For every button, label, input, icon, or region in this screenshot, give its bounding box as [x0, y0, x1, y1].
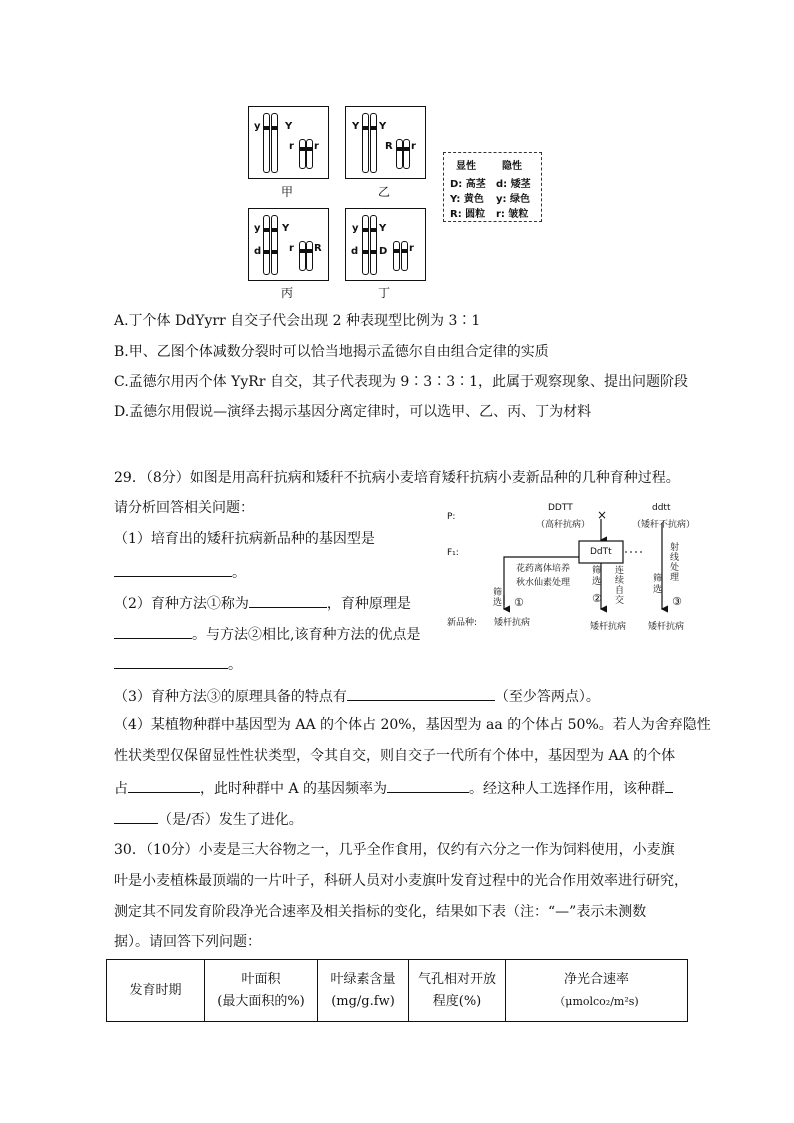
q29-part2-b: 。与方法②相比,该育种方法的优点是	[114, 623, 420, 645]
panel-caption: 乙	[378, 185, 391, 199]
answer-blank[interactable]	[387, 777, 469, 793]
panel-bing: y Y d r R	[248, 208, 329, 281]
table-header-cell: 发育时期	[107, 960, 205, 1022]
q29-part4-l2: 性状类型仅保留显性性状类型，令其自交，则自交子一代所有个体中，基因型为 AA 的个体	[114, 748, 676, 764]
table-header-row	[107, 960, 688, 1022]
panel-yi: Y Y R r	[345, 106, 426, 179]
answer-blank[interactable]	[114, 623, 192, 639]
q29-intro-2: 请分析回答相关问题：	[114, 500, 254, 516]
answer-blank[interactable]	[128, 777, 200, 793]
table-header-cell: 气孔相对开放 程度(%)	[409, 960, 506, 1022]
q29-part1: （1）培育出的矮秆抗病新品种的基因型是	[114, 531, 375, 547]
option-a: A.丁个体 DdYyrr 自交子代会出现 2 种表现型比例为 3∶1	[114, 313, 481, 329]
q29-part2-c: 。	[114, 653, 242, 675]
table-header-cell: 叶绿素含量 (mg/g.fw)	[318, 960, 409, 1022]
data-table	[106, 959, 688, 1022]
table-header-cell: 净光合速率 （μmolco₂/m²s)	[506, 960, 688, 1022]
answer-blank[interactable]	[249, 592, 327, 608]
q29-part1-answer: 。	[114, 561, 246, 583]
gene-legend: 显性 隐性 D: 高茎 d: 矮茎 Y: 黄色 y: 绿色 R: 圆粒 r: 皱粒	[443, 152, 542, 222]
panel-caption: 丙	[281, 286, 294, 300]
answer-blank[interactable]	[347, 685, 495, 701]
answer-blank[interactable]	[114, 561, 232, 577]
answer-blank[interactable]	[665, 777, 673, 793]
q29-part4-l4: （是/否）发生了进化。	[114, 808, 303, 830]
answer-blank[interactable]	[114, 808, 158, 824]
option-b: B.甲、乙图个体减数分裂时可以恰当地揭示孟德尔自由组合定律的实质	[114, 344, 549, 360]
q29-part3: （3）育种方法③的原理具备的特点有 （至少答两点）。	[114, 685, 600, 707]
option-c: C.孟德尔用丙个体 YyRr 自交，其子代表现为 9∶3∶3∶1，此属于观察现象、提出问题阶段	[114, 374, 689, 390]
q30-l3: 测定其不同发育阶段净光合速率及相关指标的变化，结果如下表（注：“—”表示未测数	[114, 904, 647, 920]
q30-l1: 30．（10分）小麦是三大谷物之一，几乎全作食用，仅约有六分之一作为饲料使用，小麦旗	[114, 842, 675, 858]
panel-ding: y Y d D r	[345, 208, 426, 281]
q30-l2: 叶是小麦植株最顶端的一片叶子，科研人员对小麦旗叶发育过程中的光合作用效率进行研究，	[114, 873, 688, 889]
q29-part4-l3: 占 ，此时种群中 A 的基因频率为 。经这种人工选择作用，该种群	[114, 777, 673, 799]
option-d: D.孟德尔用假说—演绎去揭示基因分离定律时，可以选甲、乙、丙、丁为材料	[114, 404, 592, 420]
q29-intro: 29．（8分）如图是用高秆抗病和矮秆不抗病小麦培育矮秆抗病小麦新品种的几种育种过程。	[114, 470, 680, 486]
q29-part4-l1: （4）某植物种群中基因型为 AA 的个体占 20%，基因型为 aa 的个体占 50%。若人为舍弃隐性	[114, 717, 711, 733]
answer-blank[interactable]	[114, 653, 228, 669]
panel-caption: 甲	[281, 185, 294, 199]
q29-part2: （2）育种方法①称为 ，育种原理是	[114, 592, 411, 614]
panel-jia: y Y r r	[248, 106, 329, 179]
q30-l4: 据）。请回答下列问题：	[114, 934, 261, 950]
panel-caption: 丁	[378, 286, 391, 300]
table-header-cell: 叶面积 (最大面积的%)	[205, 960, 318, 1022]
